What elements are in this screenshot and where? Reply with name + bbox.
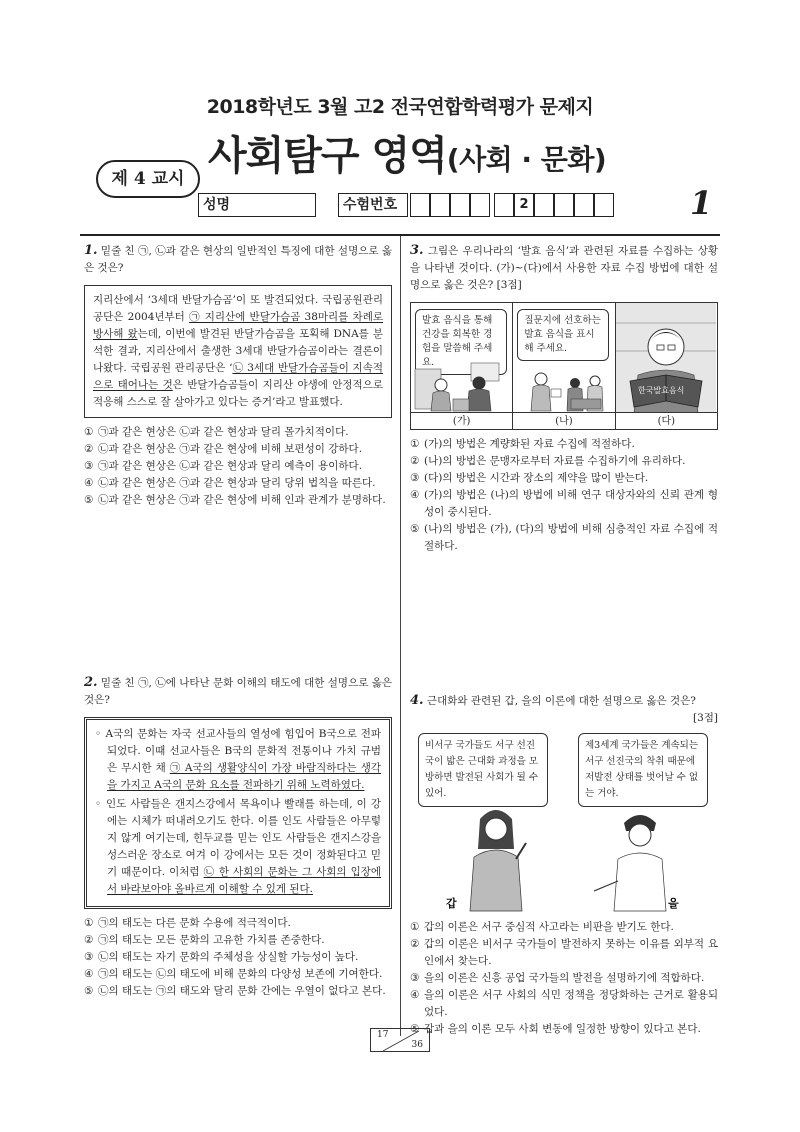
illustration-panels — [410, 302, 718, 430]
section-sub: (사회 · 문화) — [446, 143, 607, 176]
option-2[interactable] — [84, 932, 392, 949]
exam-no-label-cell — [338, 193, 408, 217]
option-1[interactable] — [84, 424, 392, 441]
exam-no-digit-box[interactable] — [574, 193, 594, 217]
speech-bubble-eul: 제3세계 국가들은 계속되는 서구 선진국의 착취 때문에 저발전 상태를 벗어날 수 없는 거야. — [578, 733, 708, 807]
panel-caption: (가) — [411, 412, 512, 429]
question-4 — [410, 692, 718, 1038]
current-page: 17 — [377, 1030, 389, 1040]
passage-text: 은 반달가슴곰들이 지리산 야생에 안정적으로 적응해 스스로 잘 살아가고 있다는 증거’라고 발표했다. — [93, 379, 383, 408]
option-text: 갑과 을의 이론 모두 사회 변동에 일정한 방향이 있다고 본다. — [424, 1023, 701, 1035]
section-main: 사회탐구 영역 — [208, 133, 447, 179]
name-cell[interactable] — [198, 193, 316, 217]
option-5[interactable] — [84, 983, 392, 1000]
total-pages: 36 — [411, 1040, 423, 1050]
question-stem: 밑줄 친 ㉠, ㉡과 같은 현상의 일반적인 특징에 대한 설명으로 옳은 것은? — [84, 245, 392, 274]
reading-illustration — [616, 303, 716, 429]
interview-illustration — [411, 303, 511, 429]
option-2[interactable] — [410, 936, 718, 970]
option-mark: ② — [84, 934, 94, 946]
option-mark: ④ — [84, 968, 94, 980]
option-mark: ① — [84, 917, 94, 929]
option-4[interactable] — [410, 987, 718, 1021]
passage-box — [84, 285, 392, 418]
option-text: ㉡의 태도는 ㉠의 태도와 달리 문화 간에는 우열이 없다고 본다. — [98, 985, 386, 997]
question-number: 4. — [410, 693, 424, 708]
option-text: 갑의 이론은 서구 중심적 사고라는 비판을 받기도 한다. — [424, 921, 674, 933]
page-counter — [370, 1028, 430, 1052]
question-stem: 근대화와 관련된 갑, 을의 이론에 대한 설명으로 옳은 것은? — [426, 695, 696, 707]
option-2[interactable] — [84, 441, 392, 458]
question-number: 3. — [410, 243, 424, 258]
passage-paragraph-b — [95, 796, 381, 898]
option-text: ㉠의 태도는 ㉡의 태도에 비해 문화의 다양성 보존에 기여한다. — [98, 968, 383, 980]
option-mark: ④ — [410, 989, 420, 1001]
option-1[interactable] — [410, 436, 718, 453]
underline-b: ㉡ 한 사회의 문화는 그 사회의 입장에서 바라보아야 올바르게 이해할 수 있게 된다. — [107, 866, 381, 895]
question-number: 1. — [84, 243, 98, 258]
exam-title: 2018학년도 3월 고2 전국연합학력평가 문제지 — [206, 96, 594, 118]
option-text: ㉠의 태도는 모든 문화의 고유한 가치를 존중한다. — [98, 934, 325, 946]
question-stem: 밑줄 친 ㉠, ㉡에 나타난 문화 이해의 태도에 대한 설명으로 옳은 것은? — [84, 677, 392, 706]
option-4[interactable] — [84, 475, 392, 492]
bullet: ◦ — [95, 798, 102, 810]
period-badge: 제 4 교시 — [96, 160, 200, 198]
question-stem: 그림은 우리나라의 ‘발효 음식’과 관련된 자료를 수집하는 상황을 나타낸 것이다. (가)~(다)에서 사용한 자료 수집 방법에 대한 설명으로 옳은 것은? [3점] — [410, 245, 718, 291]
option-text: (가)의 방법은 계량화된 자료 수집에 적절하다. — [424, 438, 635, 450]
survey-illustration — [513, 303, 613, 429]
option-text: ㉠과 같은 현상은 ㉡과 같은 현상과 달리 몰가치적이다. — [98, 426, 349, 438]
options-list — [84, 424, 392, 509]
panel-caption: (나) — [513, 412, 614, 429]
option-text: (가)의 방법은 (나)의 방법에 비해 연구 대상자와의 신뢰 관계 형성이 중시된다. — [424, 489, 718, 518]
speech-bubble: 질문지에 선호하는 발효 음식을 표시해 주세요. — [517, 309, 609, 361]
question-2 — [84, 674, 392, 1000]
underline-a: ㉠ A국의 생활양식이 가장 바람직하다는 생각을 가지고 A국의 문화 요소를 전파하기 위해 노력하였다. — [107, 762, 381, 791]
question-number: 2. — [84, 675, 98, 690]
exam-no-digit-box[interactable] — [594, 193, 614, 217]
option-mark: ④ — [84, 477, 94, 489]
option-mark: ③ — [410, 972, 420, 984]
option-text: 갑의 이론은 비서구 국가들이 발전하지 못하는 이유를 외부적 요인에서 찾는다. — [424, 938, 718, 967]
option-mark: ② — [410, 938, 420, 950]
passage-paragraph-a — [95, 726, 381, 794]
option-mark: ⑤ — [84, 494, 94, 506]
theory-illustration — [410, 731, 718, 913]
people-illustration — [410, 731, 718, 913]
name-label: 성명 — [203, 197, 231, 213]
option-1[interactable] — [410, 919, 718, 936]
option-5[interactable] — [84, 492, 392, 509]
option-1[interactable] — [84, 915, 392, 932]
option-mark: ⑤ — [410, 523, 420, 535]
option-text: ㉡과 같은 현상은 ㉠과 같은 현상에 비해 인과 관계가 분명하다. — [98, 494, 386, 506]
points-label: [3점] — [692, 712, 718, 724]
exam-no-digit-box[interactable] — [450, 193, 470, 217]
option-3[interactable] — [410, 970, 718, 987]
option-text: (나)의 방법은 문맹자로부터 자료를 수집하기에 유리하다. — [424, 455, 686, 467]
option-text: ㉡과 같은 현상은 ㉠과 같은 현상에 비해 보편성이 강하다. — [98, 443, 363, 455]
option-mark: ④ — [410, 489, 420, 501]
underline-a: ㉠ 지리산에 반달가슴곰 38마리를 차례로 방사해 왔 — [93, 311, 383, 340]
page-number: 1 — [690, 184, 713, 222]
panel-caption: (다) — [616, 412, 717, 429]
option-5[interactable] — [410, 1021, 718, 1038]
option-text: ㉡과 같은 현상은 ㉠과 같은 현상과 달리 당위 법칙을 따른다. — [98, 477, 376, 489]
exam-no-digit-box[interactable] — [494, 193, 514, 217]
exam-no-digit-box[interactable] — [554, 193, 574, 217]
options-list — [410, 919, 718, 1038]
section-title — [208, 124, 606, 181]
panel-da — [616, 303, 717, 429]
option-5[interactable] — [410, 521, 718, 555]
option-mark: ③ — [410, 472, 420, 484]
question-1 — [84, 242, 392, 509]
option-mark: ③ — [84, 460, 94, 472]
option-3[interactable] — [84, 458, 392, 475]
option-3[interactable] — [84, 949, 392, 966]
exam-no-digit-box[interactable] — [430, 193, 450, 217]
option-3[interactable] — [410, 470, 718, 487]
option-4[interactable] — [410, 487, 718, 521]
option-mark: ⑤ — [410, 1023, 420, 1035]
passage-text: A국의 문화는 자국 선교사들의 열성에 힘입어 B국으로 전파되었다. 이때 선교사들은 B국의 문화적 전통이나 가치 규범은 무시한 채 — [105, 728, 381, 774]
exam-no-digit-box[interactable] — [534, 193, 554, 217]
panel-na — [513, 303, 615, 429]
option-text: (나)의 방법은 (가), (다)의 방법에 비해 심층적인 자료 수집에 적절하다. — [424, 523, 718, 552]
option-text: ㉡의 태도는 자기 문화의 주체성을 상실할 가능성이 높다. — [98, 951, 359, 963]
options-list — [410, 436, 718, 555]
passage-text: 인도 사람들은 갠지스강에서 목욕이나 빨래를 하는데, 이 강에는 시체가 떠내려오기도 한다. 이를 인도 사람들은 아무렇지 않게 여기는데, 힌두교를 믿는 인도 사람들은 갠지스강을 성스러운 장소로 여겨 이 강에서는 모든 것이 정화된다고 믿기 때문이다. 이처럼 — [105, 798, 381, 878]
option-text: ㉠의 태도는 다른 문화 수용에 적극적이다. — [98, 917, 291, 929]
option-mark: ① — [410, 438, 420, 450]
column-divider — [400, 236, 401, 1036]
bullet: ◦ — [95, 728, 102, 740]
speech-bubble-gap: 비서구 국가들도 서구 선진국이 밟은 근대화 과정을 모방하면 발전된 사회가 될 수 있어. — [418, 733, 548, 807]
book-title: 한국발효음식 — [637, 386, 685, 395]
question-3 — [410, 242, 718, 555]
exam-no-digit-box[interactable] — [410, 193, 430, 217]
option-text: ㉠과 같은 현상은 ㉡과 같은 현상과 달리 예측이 용이하다. — [98, 460, 363, 472]
passage-text: 는데, 이번에 발견된 반달가슴곰을 포획해 DNA를 분석한 결과, 지리산에서 출생한 3세대 반달가슴곰이라는 결론이 나왔다. 국립공원 관리공단은 ‘ — [93, 328, 383, 374]
panel-ga — [411, 303, 513, 429]
option-mark: ① — [84, 426, 94, 438]
exam-no-label: 수험번호 — [343, 197, 398, 213]
option-4[interactable] — [84, 966, 392, 983]
option-text: 을의 이론은 신흥 공업 국가들의 발전을 설명하기에 적합하다. — [424, 972, 705, 984]
option-mark: ① — [410, 921, 420, 933]
options-list — [84, 915, 392, 1000]
option-mark: ② — [84, 443, 94, 455]
option-mark: ⑤ — [84, 985, 94, 997]
option-text: 을의 이론은 서구 사회의 식민 정책을 정당화하는 근거로 활용되었다. — [424, 989, 718, 1018]
passage-text: 지리산에서 ‘3세대 반달가슴곰’이 또 발견되었다. 국립공원관리공단은 2004년부터 — [93, 294, 383, 323]
exam-no-digit-box[interactable] — [470, 193, 490, 217]
option-text: (다)의 방법은 시간과 장소의 제약을 많이 받는다. — [424, 472, 649, 484]
passage-box — [84, 717, 392, 909]
exam-no-digit-box[interactable]: 2 — [514, 193, 534, 217]
option-mark: ③ — [84, 951, 94, 963]
speech-bubble: 발효 음식을 통해 건강을 회복한 경험을 말씀해 주세요. — [415, 309, 507, 375]
option-2[interactable] — [410, 453, 718, 470]
label-eul: 을 — [668, 897, 679, 910]
option-mark: ② — [410, 455, 420, 467]
underline-b: ㉡ 3세대 반달가슴곰들이 지속적으로 태어나는 것 — [93, 362, 383, 391]
label-gap: 갑 — [446, 897, 457, 910]
